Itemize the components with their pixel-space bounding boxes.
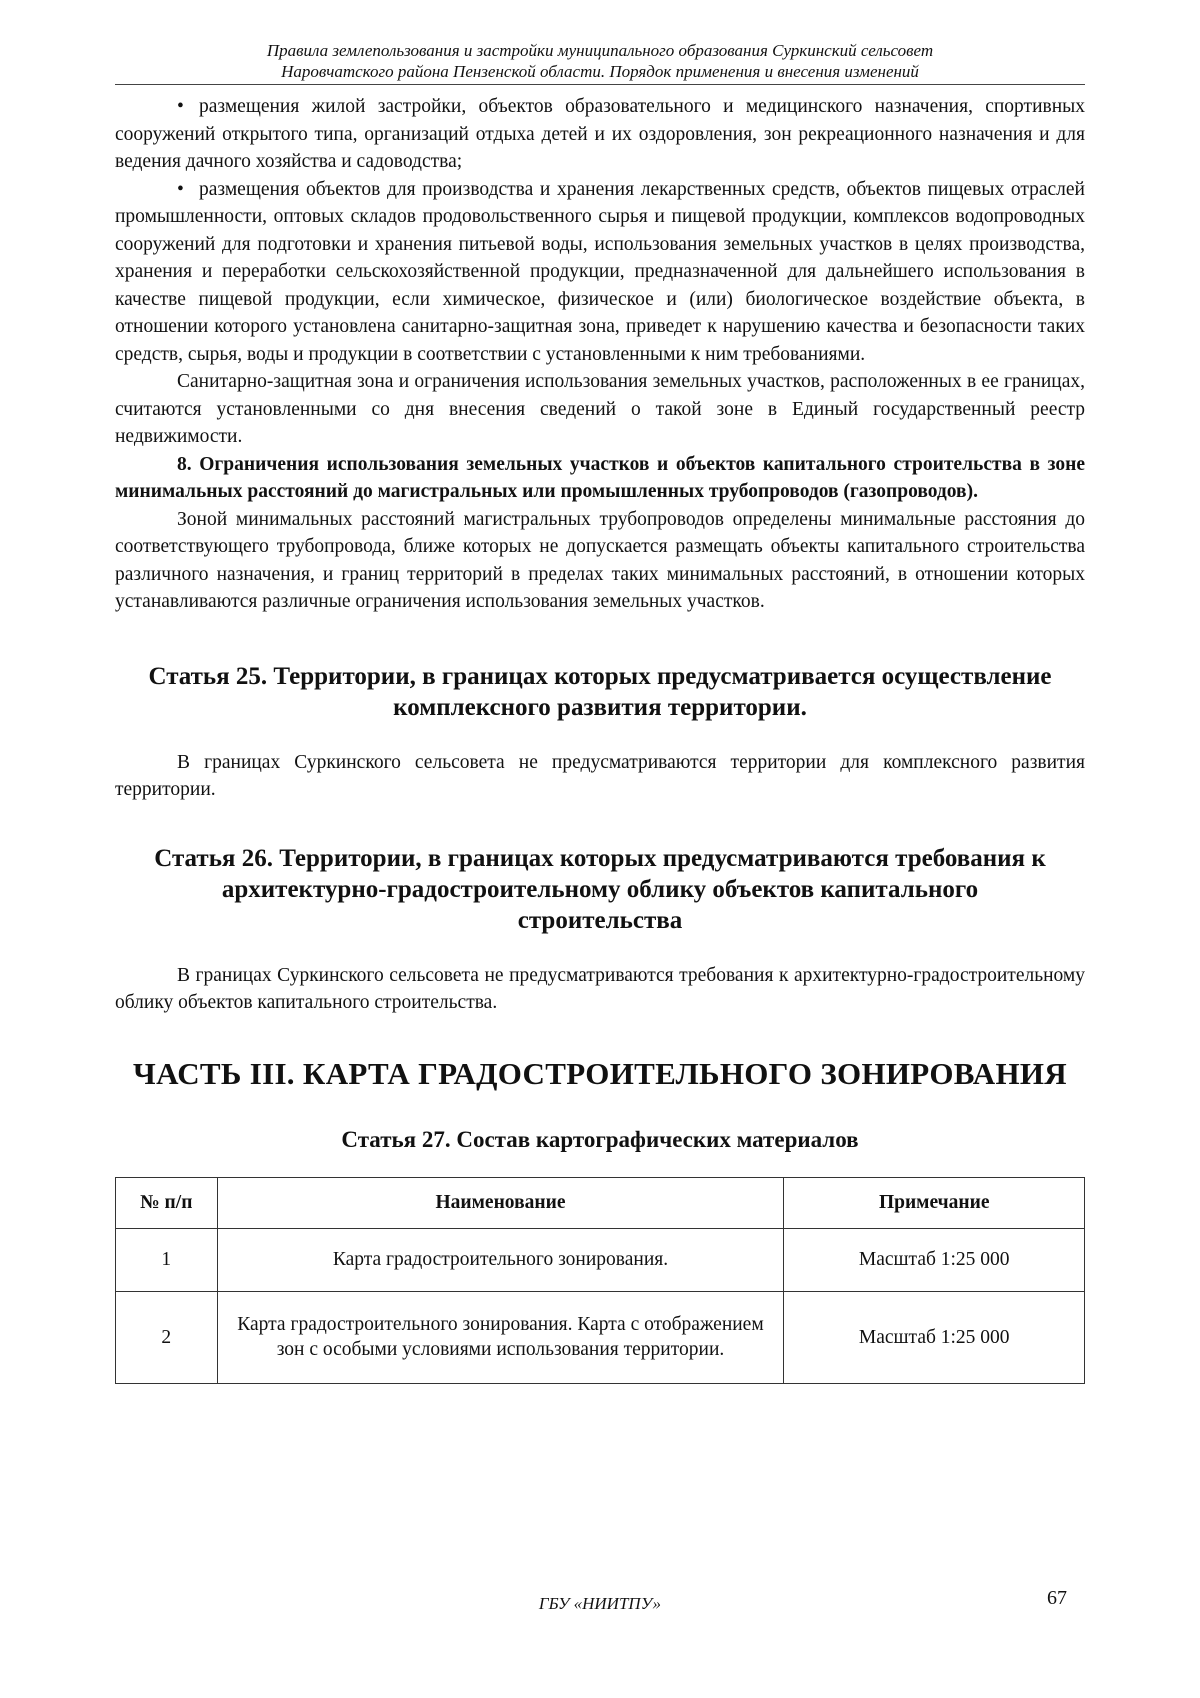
article-27-title: Статья 27. Состав картографических материалов <box>341 1126 859 1152</box>
section-8-text: Зоной минимальных расстояний магистральных трубопроводов определены минимальные расстояния до соответствующего трубопровода, ближе которых не допускается размещать объекты капитального строительства различного назначения, и границ территорий в пределах таких минимальных расстояний, в отношении которых устанавливаются различные ограничения использования земельных участков. <box>115 508 1085 612</box>
column-header-number: № п/п <box>116 1177 218 1228</box>
bullet-item: • размещения жилой застройки, объектов образовательного и медицинского назначения, спортивных сооружений открытого типа, организаций отдыха детей и их оздоровления, зон рекреационного назначения и для ведения дачного хозяйства и садоводства; <box>115 93 1085 176</box>
page-number: 67 <box>1047 1587 1067 1609</box>
table-row <box>116 1228 1085 1291</box>
article-26-text: В границах Суркинского сельсовета не предусматриваются требования к архитектурно-градостроительному облику объектов капитального строительства. <box>115 964 1085 1013</box>
table-header-row <box>116 1177 1085 1228</box>
bullet-icon: • <box>177 96 184 117</box>
article-26-title: Статья 26. Территории, в границах которых предусматриваются требования к архитектурно-градостроительному облику объектов капитального строительства <box>154 844 1046 934</box>
section-8-heading: 8. Ограничения использования земельных участков и объектов капитального строительства в зоне минимальных расстояний до магистральных или промышленных трубопроводов (газопроводов). <box>115 453 1085 502</box>
table-cell-number: 1 <box>116 1228 218 1291</box>
article-25-title: Статья 25. Территории, в границах которых предусматривается осуществление комплексного развития территории. <box>148 662 1052 721</box>
bullet-icon: • <box>177 178 184 200</box>
column-header-name: Наименование <box>217 1177 784 1228</box>
document-page <box>115 40 1085 1384</box>
running-header <box>115 40 1085 85</box>
article-25-text: В границах Суркинского сельсовета не предусматриваются территории для комплексного развития территории. <box>115 751 1085 800</box>
table-cell-name: Карта градостроительного зонирования. <box>217 1228 784 1291</box>
table-cell-note: Масштаб 1:25 000 <box>784 1291 1085 1383</box>
table-cell-name: Карта градостроительного зонирования. Карта с отображением зон с особыми условиями использования территории. <box>217 1291 784 1383</box>
table-cell-number: 2 <box>116 1291 218 1383</box>
header-line-2: Наровчатского района Пензенской области. Порядок применения и внесения изменений <box>281 62 919 81</box>
paragraph-sanitary-zone: Санитарно-защитная зона и ограничения использования земельных участков, расположенных в ее границах, считаются установленными со дня внесения сведений о такой зоне в Единый государственный реестр недвижимости. <box>115 371 1085 447</box>
maps-table <box>115 1177 1085 1384</box>
footer-organization: ГБУ «НИИТПУ» <box>538 1594 662 1613</box>
table-cell-note: Масштаб 1:25 000 <box>784 1228 1085 1291</box>
header-line-1: Правила землепользования и застройки муниципального образования Суркинский сельсовет <box>266 41 934 60</box>
bullet-item: • размещения объектов для производства и хранения лекарственных средств, объектов пищевых отраслей промышленности, оптовых складов продовольственного сырья и пищевой продукции, комплексов водопроводных сооружений для подготовки и хранения питьевой воды, использования земельных участков в целях производства, хранения и переработки сельскохозяйственной продукции, предназначенной для дальнейшего использования в качестве пищевой продукции, если химическое, физическое и (или) биологическое воздействие объекта, в отношении которого установлена санитарно-защитная зона, приведет к нарушению качества и безопасности таких средств, сырья, воды и продукции в соответствии с установленными к ним требованиями. <box>115 176 1085 369</box>
table-row <box>116 1291 1085 1383</box>
column-header-note: Примечание <box>784 1177 1085 1228</box>
part-3-title: ЧАСТЬ III. КАРТА ГРАДОСТРОИТЕЛЬНОГО ЗОНИРОВАНИЯ <box>133 1055 1067 1091</box>
